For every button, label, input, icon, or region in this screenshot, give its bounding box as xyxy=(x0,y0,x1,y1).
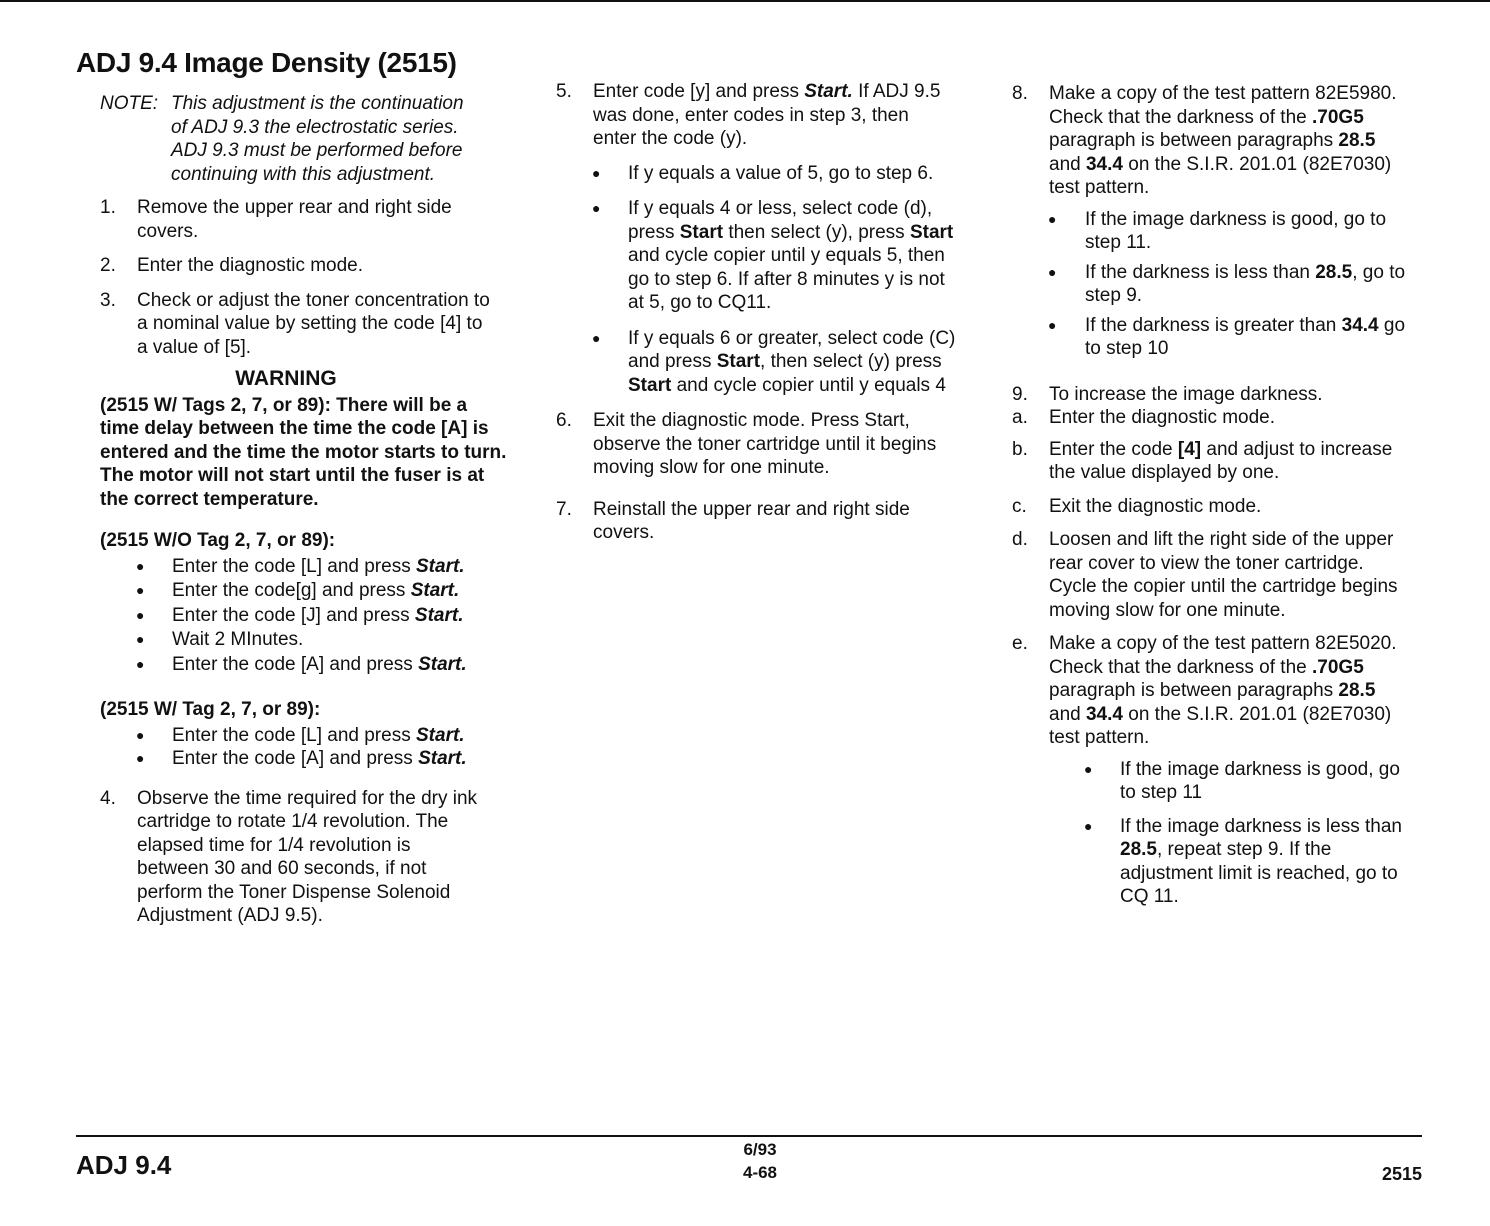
bullet-icon: ● xyxy=(136,557,145,574)
with-tag-heading: (2515 W/ Tag 2, 7, or 89): xyxy=(100,699,321,720)
list-item: ● If y equals 6 or greater, select code (C) and press Start, then select (y) press Start and cycle copier until y equals 4 xyxy=(592,327,956,396)
bullet-icon: ● xyxy=(136,606,145,623)
note-label: NOTE: xyxy=(100,93,159,114)
list-item: ● If y equals a value of 5, go to step 6. xyxy=(592,162,934,184)
bullet-icon: ● xyxy=(592,329,601,346)
step-text: Make a copy of the test pattern 82E5980. Check that the darkness of the .70G5 paragraph is between paragraphs 28.5 and 34.4 on the S.I.R. 201.01 (82E7030) test pattern. xyxy=(1049,83,1397,198)
step-1 xyxy=(100,196,496,243)
bullet-icon: ● xyxy=(136,750,145,766)
with-tag-group xyxy=(76,698,496,771)
list-item: ● If the image darkness is good, go to step 11. xyxy=(1048,208,1387,253)
list-item: ● Enter the code [A] and press Start. xyxy=(136,653,467,675)
substep-b: b. Enter the code [4] and adjust to increase the value displayed by one. xyxy=(1012,438,1393,483)
step-7 xyxy=(556,498,956,545)
bullet-icon: ● xyxy=(1084,817,1093,834)
bullet-icon: ● xyxy=(1084,760,1093,777)
bullet-icon: ● xyxy=(136,726,145,743)
substep-e: e. Make a copy of the test pattern 82E5020. Check that the darkness of the .70G5 paragraph is between paragraphs 28.5 and 34.4 on the S.I.R. 201.01 (82E7030) test pattern. xyxy=(1012,633,1397,748)
footer-page-number: 4-68 xyxy=(742,1163,778,1182)
step-3 xyxy=(100,289,496,360)
bullet-icon: ● xyxy=(1048,210,1057,227)
step-text: Remove the upper rear and right side covers. xyxy=(137,197,452,242)
step-number: 1. xyxy=(100,197,116,218)
step-text: Enter the diagnostic mode. xyxy=(137,255,364,276)
step-4 xyxy=(100,787,480,928)
step-6 xyxy=(556,409,956,480)
step-8-options xyxy=(1012,208,1412,361)
list-item: ● If the darkness is less than 28.5, go to step 9. xyxy=(1048,261,1406,306)
column-middle xyxy=(556,80,956,556)
bullet-icon: ● xyxy=(136,655,145,672)
step-9 xyxy=(1012,383,1412,407)
note xyxy=(100,92,496,186)
list-item: ● Wait 2 MInutes. xyxy=(136,629,304,650)
list-item: ● Enter the code [L] and press Start. xyxy=(136,724,465,746)
column-left xyxy=(76,46,507,939)
page-title: ADJ 9.4 Image Density (2515) xyxy=(76,47,457,78)
bullet-icon: ● xyxy=(136,582,145,598)
footer-page-info xyxy=(690,1138,830,1184)
step-text: Exit the diagnostic mode. Press Start, observe the toner cartridge until it begins moving slow for one minute. xyxy=(593,410,937,478)
step-text: Observe the time required for the dry ink cartridge to rotate 1/4 revolution. The elapsed time for 1/4 revolution is between 30 and 60 seconds, if not perform the Toner Dispense Solenoid Adjustment (ADJ 9.5). xyxy=(137,787,478,926)
step-text: Enter code [y] and press Start. If ADJ 9.5 was done, enter codes in step 3, then enter the code (y). xyxy=(593,81,941,149)
step-2 xyxy=(100,254,496,278)
step-number: 7. xyxy=(556,498,572,520)
step-number: 6. xyxy=(556,410,572,431)
without-tag-group xyxy=(76,529,496,676)
step-number: 9. xyxy=(1012,383,1028,405)
column-right xyxy=(1012,82,1412,919)
bullet-icon: ● xyxy=(136,631,145,647)
list-item: ● Enter the code [A] and press Start. xyxy=(136,748,467,769)
step-text: To increase the image darkness. xyxy=(1049,383,1323,405)
bullet-icon: ● xyxy=(1048,263,1057,280)
step-text: Check or adjust the toner concentration to a nominal value by setting the code [4] to a value of [5]. xyxy=(137,289,490,358)
footer-date: 6/93 xyxy=(743,1140,777,1159)
footer-model: 2515 xyxy=(1381,1164,1422,1184)
list-item: ● If y equals 4 or less, select code (d), press Start then select (y), press Start and cycle copier until y equals 5, then go to step 6. If after 8 minutes y is not at 5, go to CQ11. xyxy=(592,198,954,313)
footer-divider xyxy=(76,1135,1422,1137)
list-item: ● If the image darkness is good, go to step 11 xyxy=(1084,758,1400,803)
bullet-icon: ● xyxy=(592,200,601,216)
list-item: ● Enter the code [J] and press Start. xyxy=(136,604,464,626)
substep-c: c. Exit the diagnostic mode. xyxy=(1012,495,1262,517)
bullet-icon: ● xyxy=(1048,316,1057,333)
top-border-line xyxy=(0,0,1490,2)
step-8 xyxy=(1012,82,1412,200)
step-number: 3. xyxy=(100,289,116,311)
list-item: ● If the darkness is greater than 34.4 go to step 10 xyxy=(1048,314,1406,359)
substep-d: d. Loosen and lift the right side of the upper rear cover to view the toner cartridge. Cycle the copier until the cartridge begins moving slow for one minute. xyxy=(1012,529,1398,621)
substep-a: a. Enter the diagnostic mode. xyxy=(1012,407,1276,428)
warning-text: (2515 W/ Tags 2, 7, or 89): There will be a time delay between the time the code [A] is entered and the time the motor starts to turn. The motor will not start until the fuser is at the correct temperature. xyxy=(100,394,507,510)
note-text: This adjustment is the continuation of ADJ 9.3 the electrostatic series. ADJ 9.3 must be performed before continuing with this adjustment. xyxy=(171,93,464,185)
bullet-icon: ● xyxy=(592,164,601,181)
footer-section-label: ADJ 9.4 xyxy=(76,1150,172,1180)
step-number: 2. xyxy=(100,255,116,276)
step-text: Reinstall the upper rear and right side covers. xyxy=(593,498,910,543)
warning-title: WARNING xyxy=(235,367,337,390)
list-item: ● Enter the code[g] and press Start. xyxy=(136,580,460,601)
step-number: 8. xyxy=(1012,83,1028,104)
step-number: 5. xyxy=(556,81,572,102)
list-item: ● If the image darkness is less than 28.5, repeat step 9. If the adjustment limit is reached, go to CQ 11. xyxy=(1084,815,1402,907)
without-tag-heading: (2515 W/O Tag 2, 7, or 89): xyxy=(100,530,336,551)
step-5 xyxy=(556,80,956,151)
step-number: 4. xyxy=(100,787,116,809)
list-item: ● Enter the code [L] and press Start. xyxy=(136,555,465,577)
step-9-substeps xyxy=(1012,406,1412,909)
step-5-options xyxy=(556,162,956,398)
